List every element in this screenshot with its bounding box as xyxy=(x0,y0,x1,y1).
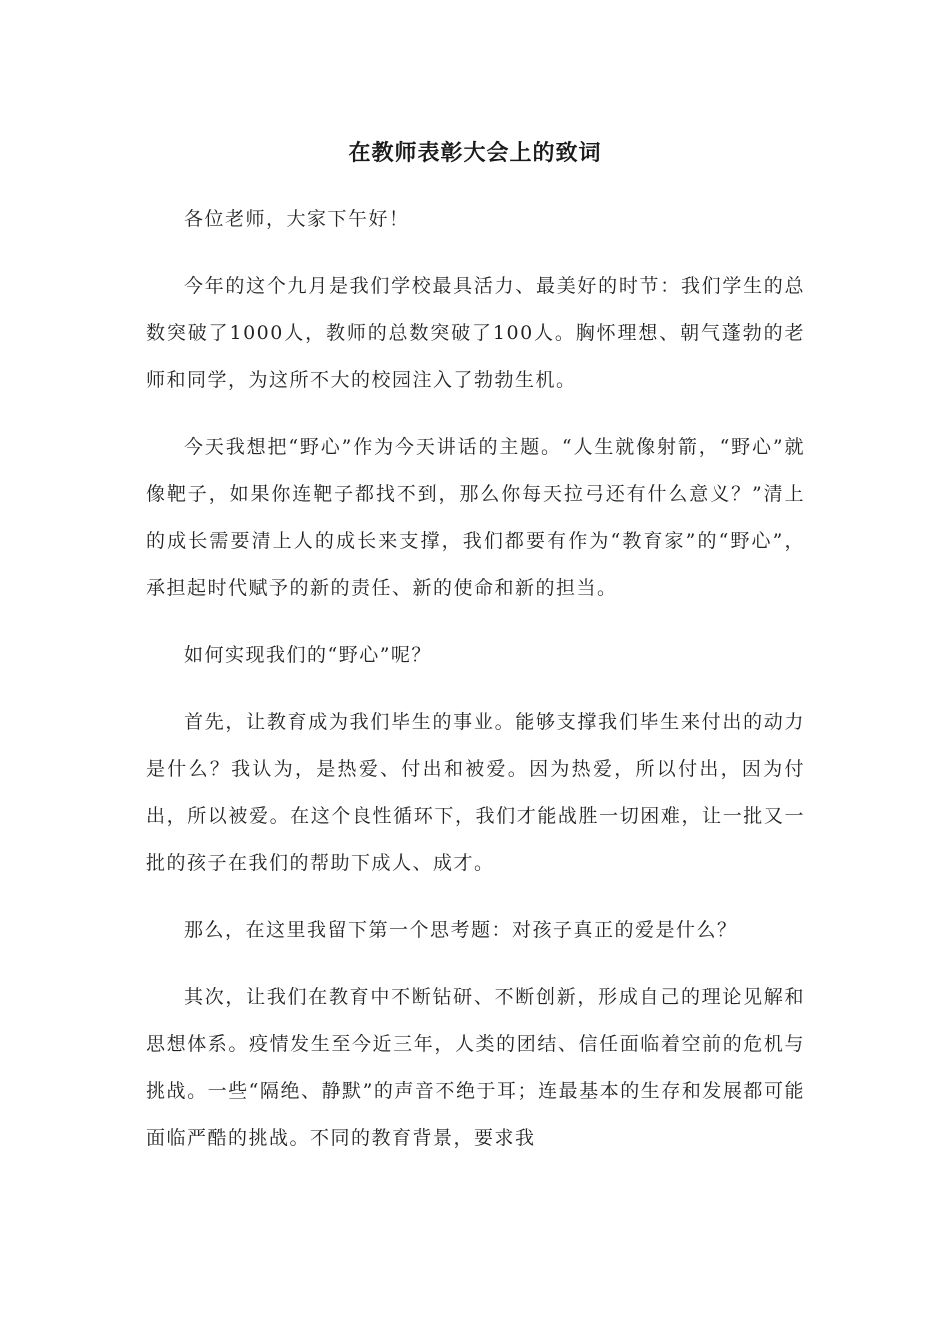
paragraph-greeting: 各位老师，大家下午好！ xyxy=(184,208,410,230)
paragraph-second-point: 其次，让我们在教育中不断钻研、不断创新，形成自己的理论见解和思想体系。疫情发生至今近三年，人类的团结、信任面临着空前的危机与挑战。一些“隔绝、静默”的声音不绝于耳；连最基本的生存和发展都可能面临严酷的挑战。不同的教育背景，要求我 xyxy=(146,986,805,1149)
paragraph-september: 今年的这个九月是我们学校最具活力、最美好的时节：我们学生的总数突破了1000人，教师的总数突破了100人。胸怀理想、朝气蓬勃的老师和同学，为这所不大的校园注入了勃勃生机。 xyxy=(146,275,805,391)
paragraph-first-point: 首先，让教育成为我们毕生的事业。能够支撑我们毕生来付出的动力是什么？我认为，是热爱、付出和被爱。因为热爱，所以付出，因为付出，所以被爱。在这个良性循环下，我们才能战胜一切困难，让一批又一批的孩子在我们的帮助下成人、成才。 xyxy=(146,711,805,874)
paragraph-ambition-theme: 今天我想把“野心”作为今天讲话的主题。“人生就像射箭，“野心”就像靶子，如果你连靶子都找不到，那么你每天拉弓还有什么意义？”清上的成长需要清上人的成长来支撑，我们都要有作为“教育家”的“野心”，承担起时代赋予的新的责任、新的使命和新的担当。 xyxy=(146,436,805,599)
document-body xyxy=(146,196,805,1182)
document-title: 在教师表彰大会上的致词 xyxy=(348,140,602,166)
paragraph-first-question: 那么，在这里我留下第一个思考题：对孩子真正的爱是什么？ xyxy=(184,919,738,941)
paragraph-question: 如何实现我们的“野心”呢？ xyxy=(184,644,432,666)
